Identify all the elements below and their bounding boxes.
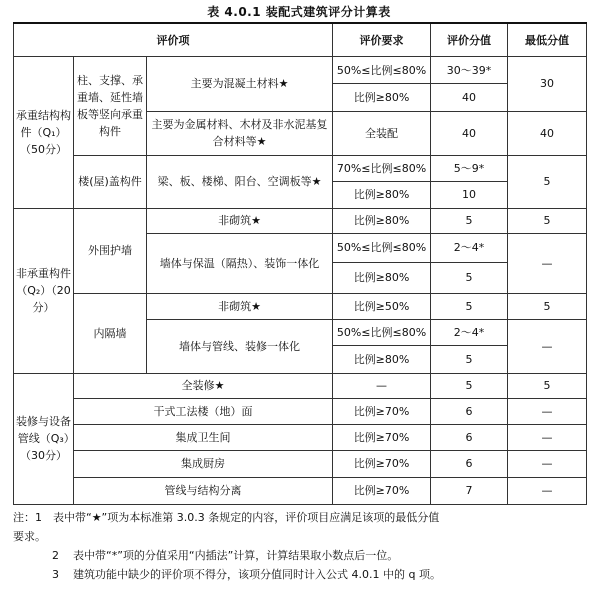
score-cell: 5 <box>431 208 508 233</box>
note-1 <box>13 508 586 527</box>
score-table <box>13 22 587 505</box>
req-cell: 70%≤比例≤80% <box>333 155 431 181</box>
note-prefix: 注：1 <box>13 511 42 524</box>
min-cell: 5 <box>508 373 587 398</box>
sub-floor: 楼(屋)盖构件 <box>74 155 147 208</box>
header-min: 最低分值 <box>508 23 587 57</box>
table-row <box>14 477 587 504</box>
table-row <box>14 373 587 398</box>
req-cell: 比例≥70% <box>333 425 431 451</box>
note-2-text: 表中带“*”项的分值采用“内插法”计算，计算结果取小数点后一位。 <box>73 549 399 562</box>
req-cell: 比例≥80% <box>333 208 431 233</box>
item-int-nonmasonry: 非砌筑★ <box>147 293 333 319</box>
item-int-integration: 墙体与管线、装修一体化 <box>147 319 333 373</box>
note-1-cont-text: 要求。 <box>13 530 46 543</box>
table-notes <box>13 508 586 584</box>
item-ext-integration: 墙体与保温（隔热）、装饰一体化 <box>147 233 333 293</box>
req-cell: 50%≤比例≤80% <box>333 57 431 84</box>
min-cell: — <box>508 233 587 293</box>
score-cell: 5 <box>431 373 508 398</box>
table-row <box>14 57 587 84</box>
sub-vertical: 柱、支撑、承重墙、延性墙板等竖向承重构件 <box>74 57 147 156</box>
score-cell: 6 <box>431 451 508 477</box>
min-cell: 40 <box>508 111 587 155</box>
header-score: 评价分值 <box>431 23 508 57</box>
header-item: 评价项 <box>14 23 333 57</box>
req-cell: 比例≥80% <box>333 263 431 293</box>
item-pipe-separation: 管线与结构分离 <box>74 477 333 504</box>
min-cell: — <box>508 398 587 424</box>
score-cell: 30～39* <box>431 57 508 84</box>
score-cell: 2～4* <box>431 233 508 262</box>
min-cell: — <box>508 477 587 504</box>
min-cell: 5 <box>508 155 587 208</box>
score-cell: 2～4* <box>431 319 508 345</box>
table-row <box>14 208 587 233</box>
table-row <box>14 425 587 451</box>
min-cell: 5 <box>508 293 587 319</box>
req-cell: 50%≤比例≤80% <box>333 319 431 345</box>
min-cell: — <box>508 319 587 373</box>
req-cell: 比例≥80% <box>333 84 431 111</box>
sub-exterior-wall: 外围护墙 <box>74 208 147 293</box>
score-cell: 7 <box>431 477 508 504</box>
note-3-num: 3 <box>52 568 59 581</box>
header-req: 评价要求 <box>333 23 431 57</box>
category-finishing: 装修与设备管线（Q₃）（30分） <box>14 373 74 505</box>
note-2 <box>13 546 586 565</box>
category-structural: 承重结构构件（Q₁）（50分） <box>14 57 74 208</box>
req-cell: 50%≤比例≤80% <box>333 233 431 262</box>
item-beams: 梁、板、楼梯、阳台、空调板等★ <box>147 155 333 208</box>
item-concrete: 主要为混凝土材料★ <box>147 57 333 112</box>
score-cell: 6 <box>431 425 508 451</box>
item-metal: 主要为金属材料、木材及非水泥基复合材料等★ <box>147 111 333 155</box>
score-cell: 40 <box>431 111 508 155</box>
min-cell: 5 <box>508 208 587 233</box>
item-kitchen: 集成厨房 <box>74 451 333 477</box>
table-header-row <box>14 23 587 57</box>
table-row <box>14 451 587 477</box>
item-dry-floor: 干式工法楼（地）面 <box>74 398 333 424</box>
score-cell: 10 <box>431 182 508 208</box>
note-3-text: 建筑功能中缺少的评价项不得分，该项分值同时计入公式 4.0.1 中的 q 项。 <box>73 568 441 581</box>
item-bathroom: 集成卫生间 <box>74 425 333 451</box>
table-row <box>14 155 587 181</box>
score-cell: 5～9* <box>431 155 508 181</box>
table-row <box>14 293 587 319</box>
req-cell: 全装配 <box>333 111 431 155</box>
sub-interior-wall: 内隔墙 <box>74 293 147 373</box>
score-cell: 40 <box>431 84 508 111</box>
category-nonstructural: 非承重构件（Q₂）（20分） <box>14 208 74 373</box>
min-cell: — <box>508 425 587 451</box>
req-cell: 比例≥80% <box>333 182 431 208</box>
min-cell: 30 <box>508 57 587 112</box>
note-3 <box>13 565 586 584</box>
req-cell: 比例≥70% <box>333 451 431 477</box>
score-cell: 5 <box>431 346 508 373</box>
item-ext-nonmasonry: 非砌筑★ <box>147 208 333 233</box>
table-row <box>14 398 587 424</box>
note-1-text: 表中带“★”项为本标准第 3.0.3 条规定的内容，评价项目应满足该项的最低分值 <box>53 511 440 524</box>
note-1-cont <box>13 527 586 546</box>
score-cell: 5 <box>431 263 508 293</box>
score-cell: 6 <box>431 398 508 424</box>
min-cell: — <box>508 451 587 477</box>
note-2-num: 2 <box>52 549 59 562</box>
item-full-decoration: 全装修★ <box>74 373 333 398</box>
req-cell: 比例≥50% <box>333 293 431 319</box>
req-cell: 比例≥70% <box>333 477 431 504</box>
req-cell: 比例≥70% <box>333 398 431 424</box>
req-cell: 比例≥80% <box>333 346 431 373</box>
table-caption: 表 4.0.1 装配式建筑评分计算表 <box>207 5 391 19</box>
score-cell: 5 <box>431 293 508 319</box>
req-cell: — <box>333 373 431 398</box>
